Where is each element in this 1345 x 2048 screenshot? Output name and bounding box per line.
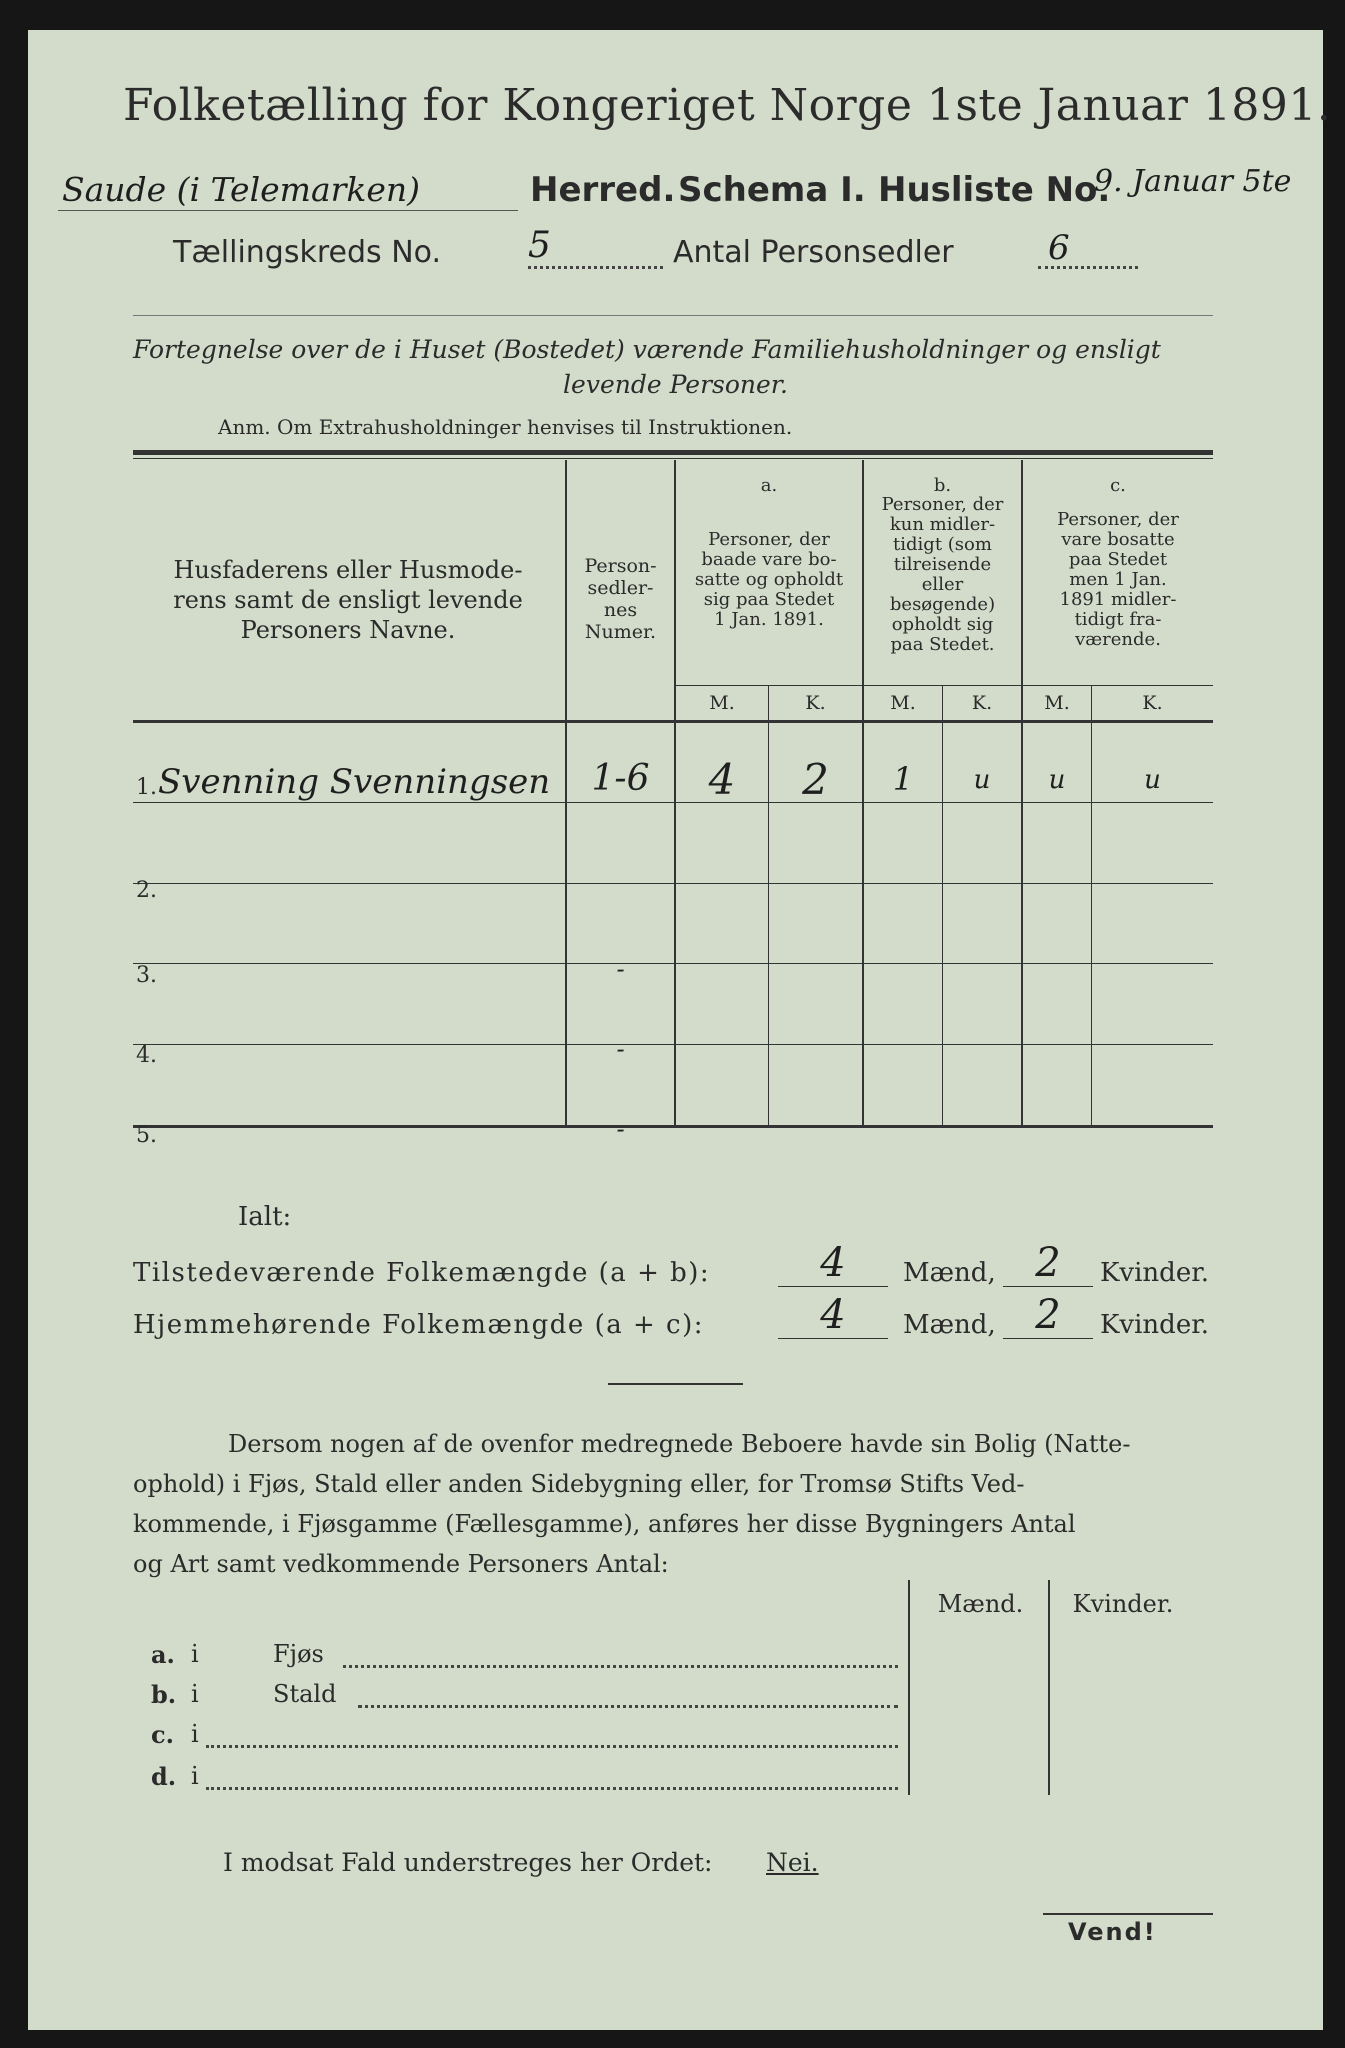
resident-women-line — [1003, 1338, 1093, 1339]
building-prep: i — [191, 1762, 199, 1790]
col-b-line: paa Stedet. — [890, 634, 995, 655]
municipality-handwritten: Saude (i Telemarken) — [62, 170, 421, 209]
herred-label: Herred. — [530, 170, 676, 210]
col-numer-line: nes — [603, 599, 638, 621]
present-men: 4 — [820, 1240, 846, 1286]
ialt-label: Ialt: — [238, 1202, 292, 1232]
building-dots — [358, 1705, 898, 1708]
col-sep-b-mk — [942, 685, 943, 1127]
intro-line1: Fortegnelse over de i Huset (Bostedet) værende Familiehusholdninger og ensligt — [133, 335, 1161, 364]
census-form — [28, 30, 1332, 2030]
row-number: 5. — [136, 1123, 157, 1148]
building-prep: i — [191, 1640, 199, 1668]
husliste-handwritten: 9. Januar 5te — [1094, 164, 1292, 199]
building-prep: i — [191, 1720, 199, 1748]
row-name: Svenning Svenningsen — [158, 762, 551, 802]
col-sep-c-mk — [1091, 685, 1092, 1127]
nei-prefix: I modsat Fald understreges her Ordet: — [223, 1848, 713, 1877]
intro-line2: levende Personer. — [563, 370, 788, 399]
col-a-header — [676, 530, 862, 630]
col-b-line: besøgende) — [889, 594, 996, 615]
district-dots — [528, 266, 663, 269]
sheets-label: Antal Personsedler — [673, 235, 954, 270]
nei-word: Nei. — [766, 1848, 819, 1877]
col-a-line: Personer, der — [708, 529, 830, 550]
buildings-maend-header: Mænd. — [937, 1590, 1024, 1618]
row-number: 2. — [136, 878, 157, 903]
b-k-label: K. — [971, 692, 993, 714]
resident-men-line — [778, 1338, 888, 1339]
col-a-line: 1 Jan. 1891. — [714, 609, 824, 630]
col-names-header — [138, 555, 558, 645]
row-number: 4. — [136, 1043, 157, 1068]
building-prep: i — [191, 1680, 199, 1708]
row-c-m: u — [1048, 765, 1066, 795]
building-dots — [343, 1665, 898, 1668]
sheets-handwritten: 6 — [1048, 228, 1070, 268]
row-a-m: 4 — [708, 755, 736, 804]
row-numer: - — [616, 955, 625, 983]
row-numer: - — [616, 1115, 625, 1143]
col-a-line: sig paa Stedet — [703, 589, 835, 610]
building-letter: c. — [151, 1720, 174, 1749]
present-maend: Mænd, — [903, 1258, 996, 1288]
buildings-p3: kommende, i Fjøsgamme (Fællesgamme), anføres her disse Bygningers Antal — [133, 1510, 1076, 1538]
col-numer-header — [567, 555, 674, 643]
col-a-line: baade vare bo- — [701, 549, 837, 570]
schema-label: Schema I. — [678, 170, 866, 210]
col-names-line: Husfaderens eller Husmode- — [173, 556, 523, 584]
row-numer: - — [616, 1035, 625, 1063]
col-b-header — [864, 495, 1021, 655]
col-c-line: Personer, der — [1057, 509, 1179, 530]
col-b-line: eller — [921, 574, 964, 595]
building-label: Stald — [273, 1680, 337, 1708]
vend-label: Vend! — [1068, 1918, 1157, 1946]
building-letter: d. — [151, 1762, 177, 1791]
col-b-line: kun midler- — [889, 514, 996, 535]
buildings-sep-2 — [1048, 1580, 1050, 1795]
husliste-label: Husliste No. — [878, 170, 1111, 210]
col-c-line: værende. — [1075, 629, 1161, 650]
col-c-letter: c. — [1110, 475, 1126, 496]
municipality-dotted-line — [58, 210, 518, 211]
col-sep-a-mk — [768, 685, 769, 1127]
present-women-line — [1003, 1286, 1093, 1287]
col-c-line: men 1 Jan. — [1069, 569, 1167, 590]
present-men-line — [778, 1286, 888, 1287]
row-rule-1 — [133, 802, 1213, 803]
table-top-rule-thin — [133, 458, 1213, 459]
col-numer-line: Person- — [584, 555, 657, 577]
col-c-line: 1891 midler- — [1059, 589, 1177, 610]
row-number: 1. — [136, 775, 157, 800]
a-k-label: K. — [805, 692, 826, 714]
row-b-k: u — [973, 765, 991, 795]
resident-label: Hjemmehørende Folkemængde (a + c): — [133, 1310, 704, 1340]
header-bottom-rule — [133, 720, 1213, 723]
mk-header-rule — [675, 685, 1213, 686]
col-c-line: vare bosatte — [1061, 529, 1175, 550]
col-numer-line: sedler- — [587, 577, 654, 599]
building-label: Fjøs — [273, 1640, 324, 1668]
buildings-p1: Dersom nogen af de ovenfor medregnede Beboere havde sin Bolig (Natte- — [228, 1430, 1131, 1458]
col-b-line: tidigt (som — [893, 534, 992, 555]
row-rule-2 — [133, 883, 1213, 884]
building-dots — [206, 1745, 898, 1748]
sheets-dots — [1038, 266, 1138, 269]
resident-maend: Mænd, — [903, 1310, 996, 1340]
vend-rule — [1043, 1913, 1213, 1915]
a-m-label: M. — [709, 692, 735, 714]
district-handwritten: 5 — [528, 225, 551, 266]
header-divider — [133, 315, 1213, 316]
col-b-line: tilreisende — [893, 554, 992, 575]
resident-kvinder: Kvinder. — [1100, 1310, 1210, 1340]
row-number: 3. — [136, 963, 157, 988]
col-c-line: paa Stedet — [1068, 549, 1168, 570]
district-label: Tællingskreds No. — [173, 235, 441, 270]
buildings-p4: og Art samt vedkommende Personers Antal: — [133, 1550, 669, 1578]
col-numer-line: Numer. — [584, 621, 657, 643]
resident-women: 2 — [1035, 1292, 1061, 1338]
col-names-line: Personers Navne. — [240, 616, 456, 644]
form-title: Folketælling for Kongeriget Norge 1ste Januar 1891. — [123, 80, 1332, 131]
row-b-m: 1 — [892, 760, 914, 798]
intro-note: Anm. Om Extrahusholdninger henvises til Instruktionen. — [218, 415, 793, 439]
row-c-k: u — [1144, 765, 1161, 795]
section-divider — [608, 1383, 743, 1385]
row-numer: 1-6 — [591, 758, 650, 799]
c-m-label: M. — [1044, 692, 1070, 714]
col-a-letter: a. — [760, 475, 778, 496]
present-women: 2 — [1035, 1240, 1061, 1286]
b-m-label: M. — [890, 692, 916, 714]
col-c-header — [1023, 510, 1213, 650]
table-top-rule — [133, 450, 1213, 455]
col-b-letter: b. — [933, 475, 952, 496]
c-k-label: K. — [1142, 692, 1163, 714]
resident-men: 4 — [820, 1292, 846, 1338]
building-letter: b. — [151, 1680, 177, 1709]
present-label: Tilstedeværende Folkemængde (a + b): — [133, 1258, 711, 1288]
col-b-line: Personer, der — [881, 494, 1004, 515]
building-dots — [206, 1787, 898, 1790]
col-names-line: rens samt de ensligt levende — [173, 586, 523, 614]
buildings-sep-1 — [908, 1580, 910, 1795]
col-a-line: satte og opholdt — [694, 569, 844, 590]
present-kvinder: Kvinder. — [1100, 1258, 1210, 1288]
row-a-k: 2 — [802, 755, 829, 804]
col-b-line: opholdt sig — [891, 614, 994, 635]
buildings-kvinder-header: Kvinder. — [1072, 1590, 1174, 1618]
buildings-p2: ophold) i Fjøs, Stald eller anden Sidebygning eller, for Tromsø Stifts Ved- — [133, 1470, 1025, 1498]
col-c-line: tidigt fra- — [1074, 609, 1162, 630]
building-letter: a. — [151, 1640, 175, 1669]
